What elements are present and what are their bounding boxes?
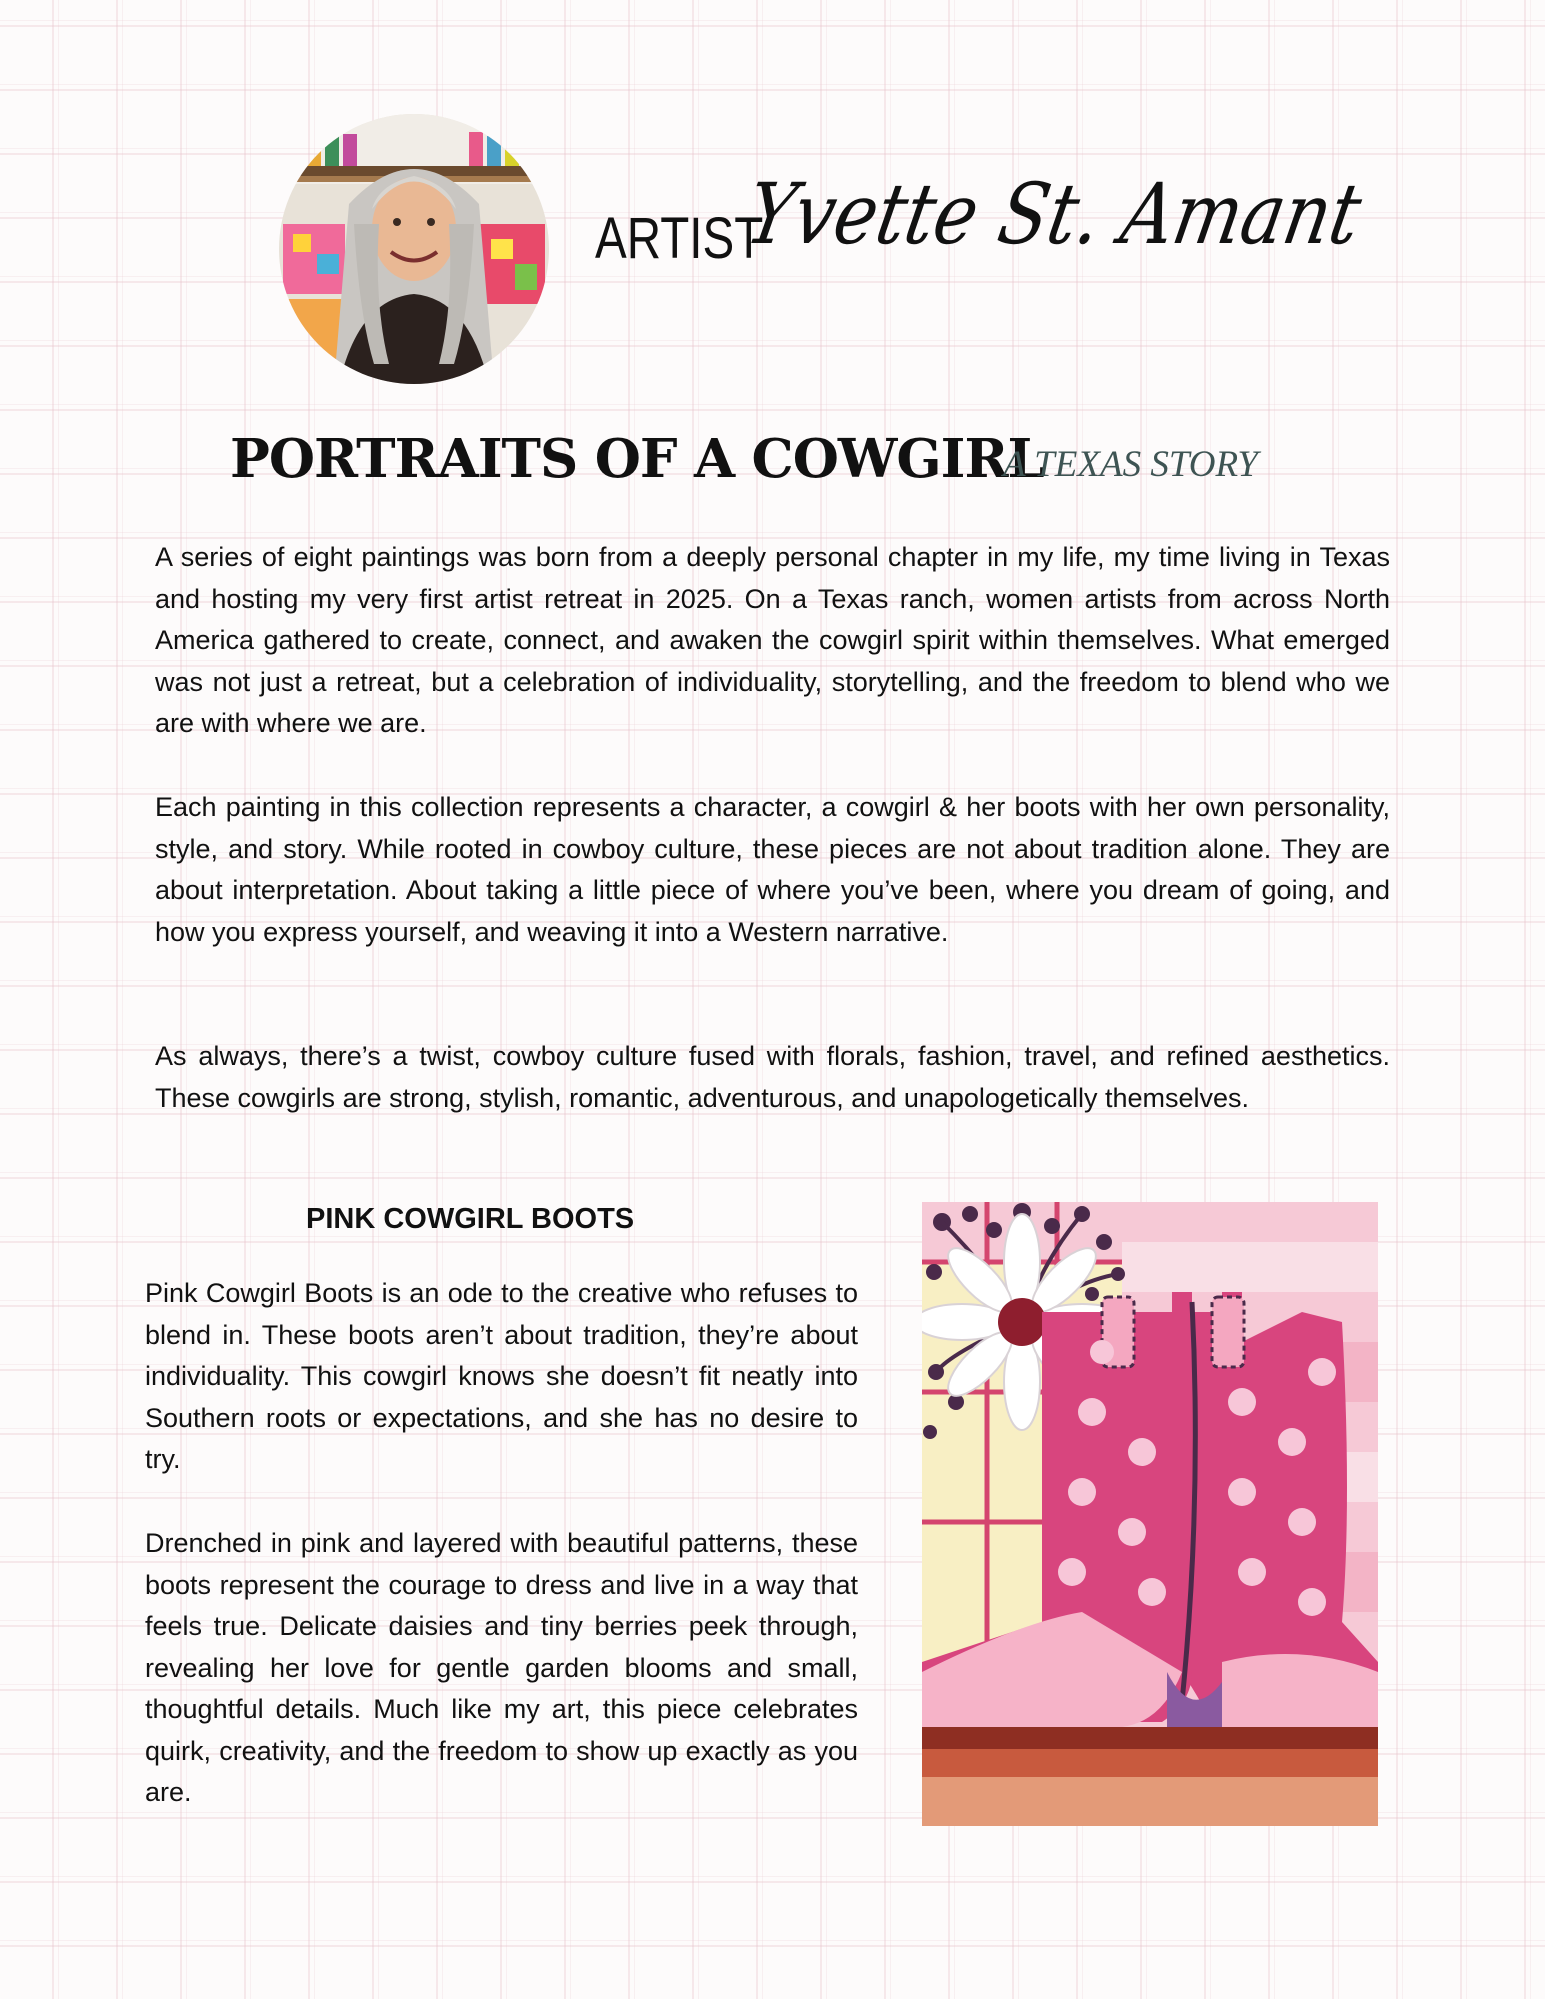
section-paragraph-1: Pink Cowgirl Boots is an ode to the creative who refuses to blend in. These boots aren’t about tradition, they’re about individuality. This cowgirl knows she doesn’t fit neatly into Southern roots or expectations, and she has no desire to try. — [145, 1278, 858, 1474]
page-title: PORTRAITS OF A COWGIRL — [230, 428, 1044, 490]
artist-avatar — [279, 114, 549, 384]
section-heading: PINK COWGIRL BOOTS — [306, 1203, 635, 1235]
boots-painting-image — [922, 1202, 1378, 1826]
pink-cowgirl-boots-painting — [922, 1202, 1378, 1826]
intro-paragraph-3: As always, there’s a twist, cowboy culture fused with florals, fashion, travel, and refined aesthetics. These cowgirls are strong, stylish, romantic, adventurous, and unapologetically themselves. — [155, 1041, 1390, 1113]
section-paragraph-2: Drenched in pink and layered with beautiful patterns, these boots represent the courage to dress and live in a way that feels true. Delicate daisies and tiny berries peek through, revealing her love for gentle garden blooms and small, thoughtful details. Much like my art, this piece celebrates quirk, creativity, and the freedom to show up exactly as you are. — [145, 1528, 858, 1807]
intro-paragraph-2: Each painting in this collection represents a character, a cowgirl & her boots with her own personality, style, and story. While rooted in cowboy culture, these pieces are not about tradition alone. They are about interpretation. About taking a little piece of where you’ve been, where you dream of going, and how you express yourself, and weaving it into a Western narrative. — [155, 792, 1390, 947]
artist-photo — [279, 114, 549, 384]
artist-signature: Yvette St. Amant — [739, 165, 1369, 263]
page-subtitle: A TEXAS STORY — [1003, 444, 1258, 485]
artist-label: ARTIST — [595, 206, 764, 271]
intro-paragraph-1: A series of eight paintings was born from a deeply personal chapter in my life, my time living in Texas and hosting my very first artist retreat in 2025. On a Texas ranch, women artists from across North America gathered to create, connect, and awaken the cowgirl spirit within themselves. What emerged was not just a retreat, but a celebration of individuality, storytelling, and the freedom to blend who we are with where we are. — [155, 542, 1390, 738]
